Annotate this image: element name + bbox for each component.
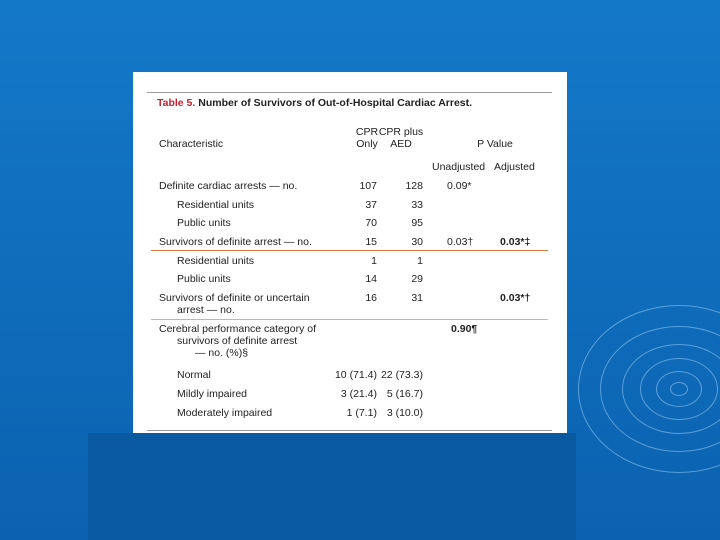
row-label: Residential units xyxy=(177,199,255,211)
header-cpr-only-line1: CPR xyxy=(355,126,379,138)
row-cpr-aed: 1 xyxy=(417,255,423,267)
row-label: Cerebral performance category of xyxy=(159,323,316,335)
table-title xyxy=(157,97,472,109)
row-p-unadjusted: 0.09* xyxy=(447,180,472,192)
header-cpr-aed-line1: CPR plus xyxy=(378,126,424,138)
row-cpr-aed: 31 xyxy=(411,292,423,304)
lower-band xyxy=(88,433,576,540)
row-label: Mildly impaired xyxy=(177,388,248,400)
row-label: Survivors of definite or uncertain xyxy=(159,292,310,304)
row-p-unadjusted: 0.90¶ xyxy=(451,323,478,335)
row-label: Residential units xyxy=(177,255,255,267)
row-cpr-only: 14 xyxy=(365,273,377,285)
row-cpr-only: 3 (21.4) xyxy=(340,388,377,400)
row-cpr-aed: 5 (16.7) xyxy=(386,388,423,400)
header-adjusted: Adjusted xyxy=(494,161,535,173)
row-label: Definite cardiac arrests — no. xyxy=(159,180,298,192)
table-number: Table 5. xyxy=(157,97,196,109)
row-label-continued: — no. (%)§ xyxy=(195,347,249,359)
row-label-continued: survivors of definite arrest xyxy=(177,335,298,347)
row-cpr-only: 10 (71.4) xyxy=(334,369,377,381)
header-cpr-aed-line2: AED xyxy=(390,138,412,150)
row-separator xyxy=(151,319,548,320)
row-label: Normal xyxy=(177,369,211,381)
row-p-adjusted: 0.03*‡ xyxy=(500,236,531,248)
row-cpr-aed: 22 (73.3) xyxy=(380,369,423,381)
row-cpr-only: 16 xyxy=(365,292,377,304)
header-characteristic: Characteristic xyxy=(159,138,224,150)
row-cpr-aed: 3 (10.0) xyxy=(386,407,423,419)
row-cpr-aed: 30 xyxy=(411,236,423,248)
row-rule xyxy=(151,250,548,251)
table xyxy=(147,92,552,431)
row-label: Survivors of definite arrest — no. xyxy=(159,236,312,248)
row-cpr-only: 1 (7.1) xyxy=(346,407,377,419)
header-unadjusted: Unadjusted xyxy=(432,161,486,173)
row-cpr-aed: 95 xyxy=(411,217,423,229)
header-pvalue: P Value xyxy=(477,138,513,150)
row-cpr-only: 15 xyxy=(365,236,377,248)
row-cpr-aed: 128 xyxy=(405,180,423,192)
header-cpr-only-line2: Only xyxy=(356,138,378,150)
row-label: Public units xyxy=(177,273,231,285)
row-cpr-only: 37 xyxy=(365,199,377,211)
table-title-text: Number of Survivors of Out-of-Hospital Cardiac Arrest. xyxy=(198,97,473,109)
table-card xyxy=(133,72,567,433)
row-label: Moderately impaired xyxy=(177,407,273,419)
row-p-unadjusted: 0.03† xyxy=(447,236,474,248)
row-cpr-aed: 33 xyxy=(411,199,423,211)
row-cpr-only: 107 xyxy=(359,180,377,192)
row-label: Public units xyxy=(177,217,231,229)
row-cpr-only: 70 xyxy=(365,217,377,229)
row-p-adjusted: 0.03*† xyxy=(500,292,531,304)
row-cpr-only: 1 xyxy=(371,255,377,267)
row-label-continued: arrest — no. xyxy=(177,304,235,316)
row-cpr-aed: 29 xyxy=(411,273,423,285)
